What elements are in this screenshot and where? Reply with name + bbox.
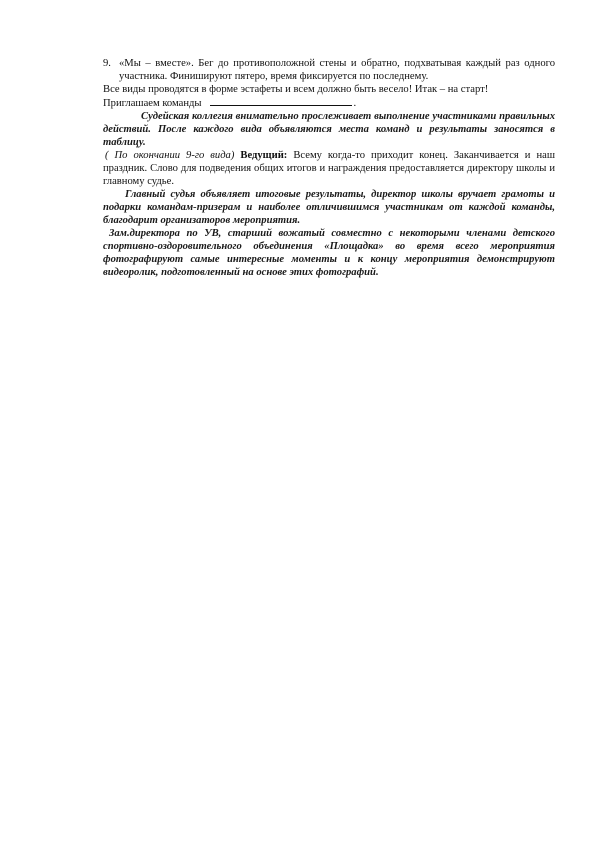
team-name-blank[interactable] xyxy=(210,96,352,106)
document-content xyxy=(103,57,555,279)
host-label: Ведущий: xyxy=(240,150,288,161)
judges-paragraph: Судейская коллегия внимательно прослеживает выполнение участниками правильных действий. После каждого вида объявляются места команд и результаты заносятся в таблицу. xyxy=(103,111,555,148)
list-item-number: 9. xyxy=(103,58,111,69)
host-paragraph xyxy=(103,149,555,188)
invite-end: . xyxy=(353,98,357,109)
host-text: Всему когда-то приходит конец. Заканчивается и наш праздник. Слово для подведения общих итогов и награждения предоставляется директору школы и главному судье. xyxy=(103,150,555,187)
after-nine-note: ( По окончании 9-го вида) xyxy=(105,150,235,161)
list-item-9 xyxy=(103,57,555,83)
relay-paragraph: Все виды проводятся в форме эстафеты и всем должно быть весело! Итак – на старт! xyxy=(103,84,489,95)
invite-paragraph xyxy=(103,96,555,110)
chief-judge-paragraph: Главный судья объявляет итоговые результаты, директор школы вручает грамоты и подарки командам-призерам и наиболее отличившимся участникам от каждой команды, благодарит организаторов мероприятия. xyxy=(103,189,555,226)
deputy-paragraph: Зам.директора по УВ, старший вожатый совместно с некоторыми членами детского спортивно-оздоровительного объединения «Площадка» во время всего мероприятия фотографируют самые интересные моменты и к концу мероприятия демонстрируют видеоролик, подготовленный на основе этих фотографий. xyxy=(103,228,555,278)
invite-text: Приглашаем команды xyxy=(103,98,202,109)
list-item-text: «Мы – вместе». Бег до противоположной стены и обратно, подхватывая каждый раз одного участника. Финишируют пятеро, время фиксируется по последнему. xyxy=(119,58,555,82)
